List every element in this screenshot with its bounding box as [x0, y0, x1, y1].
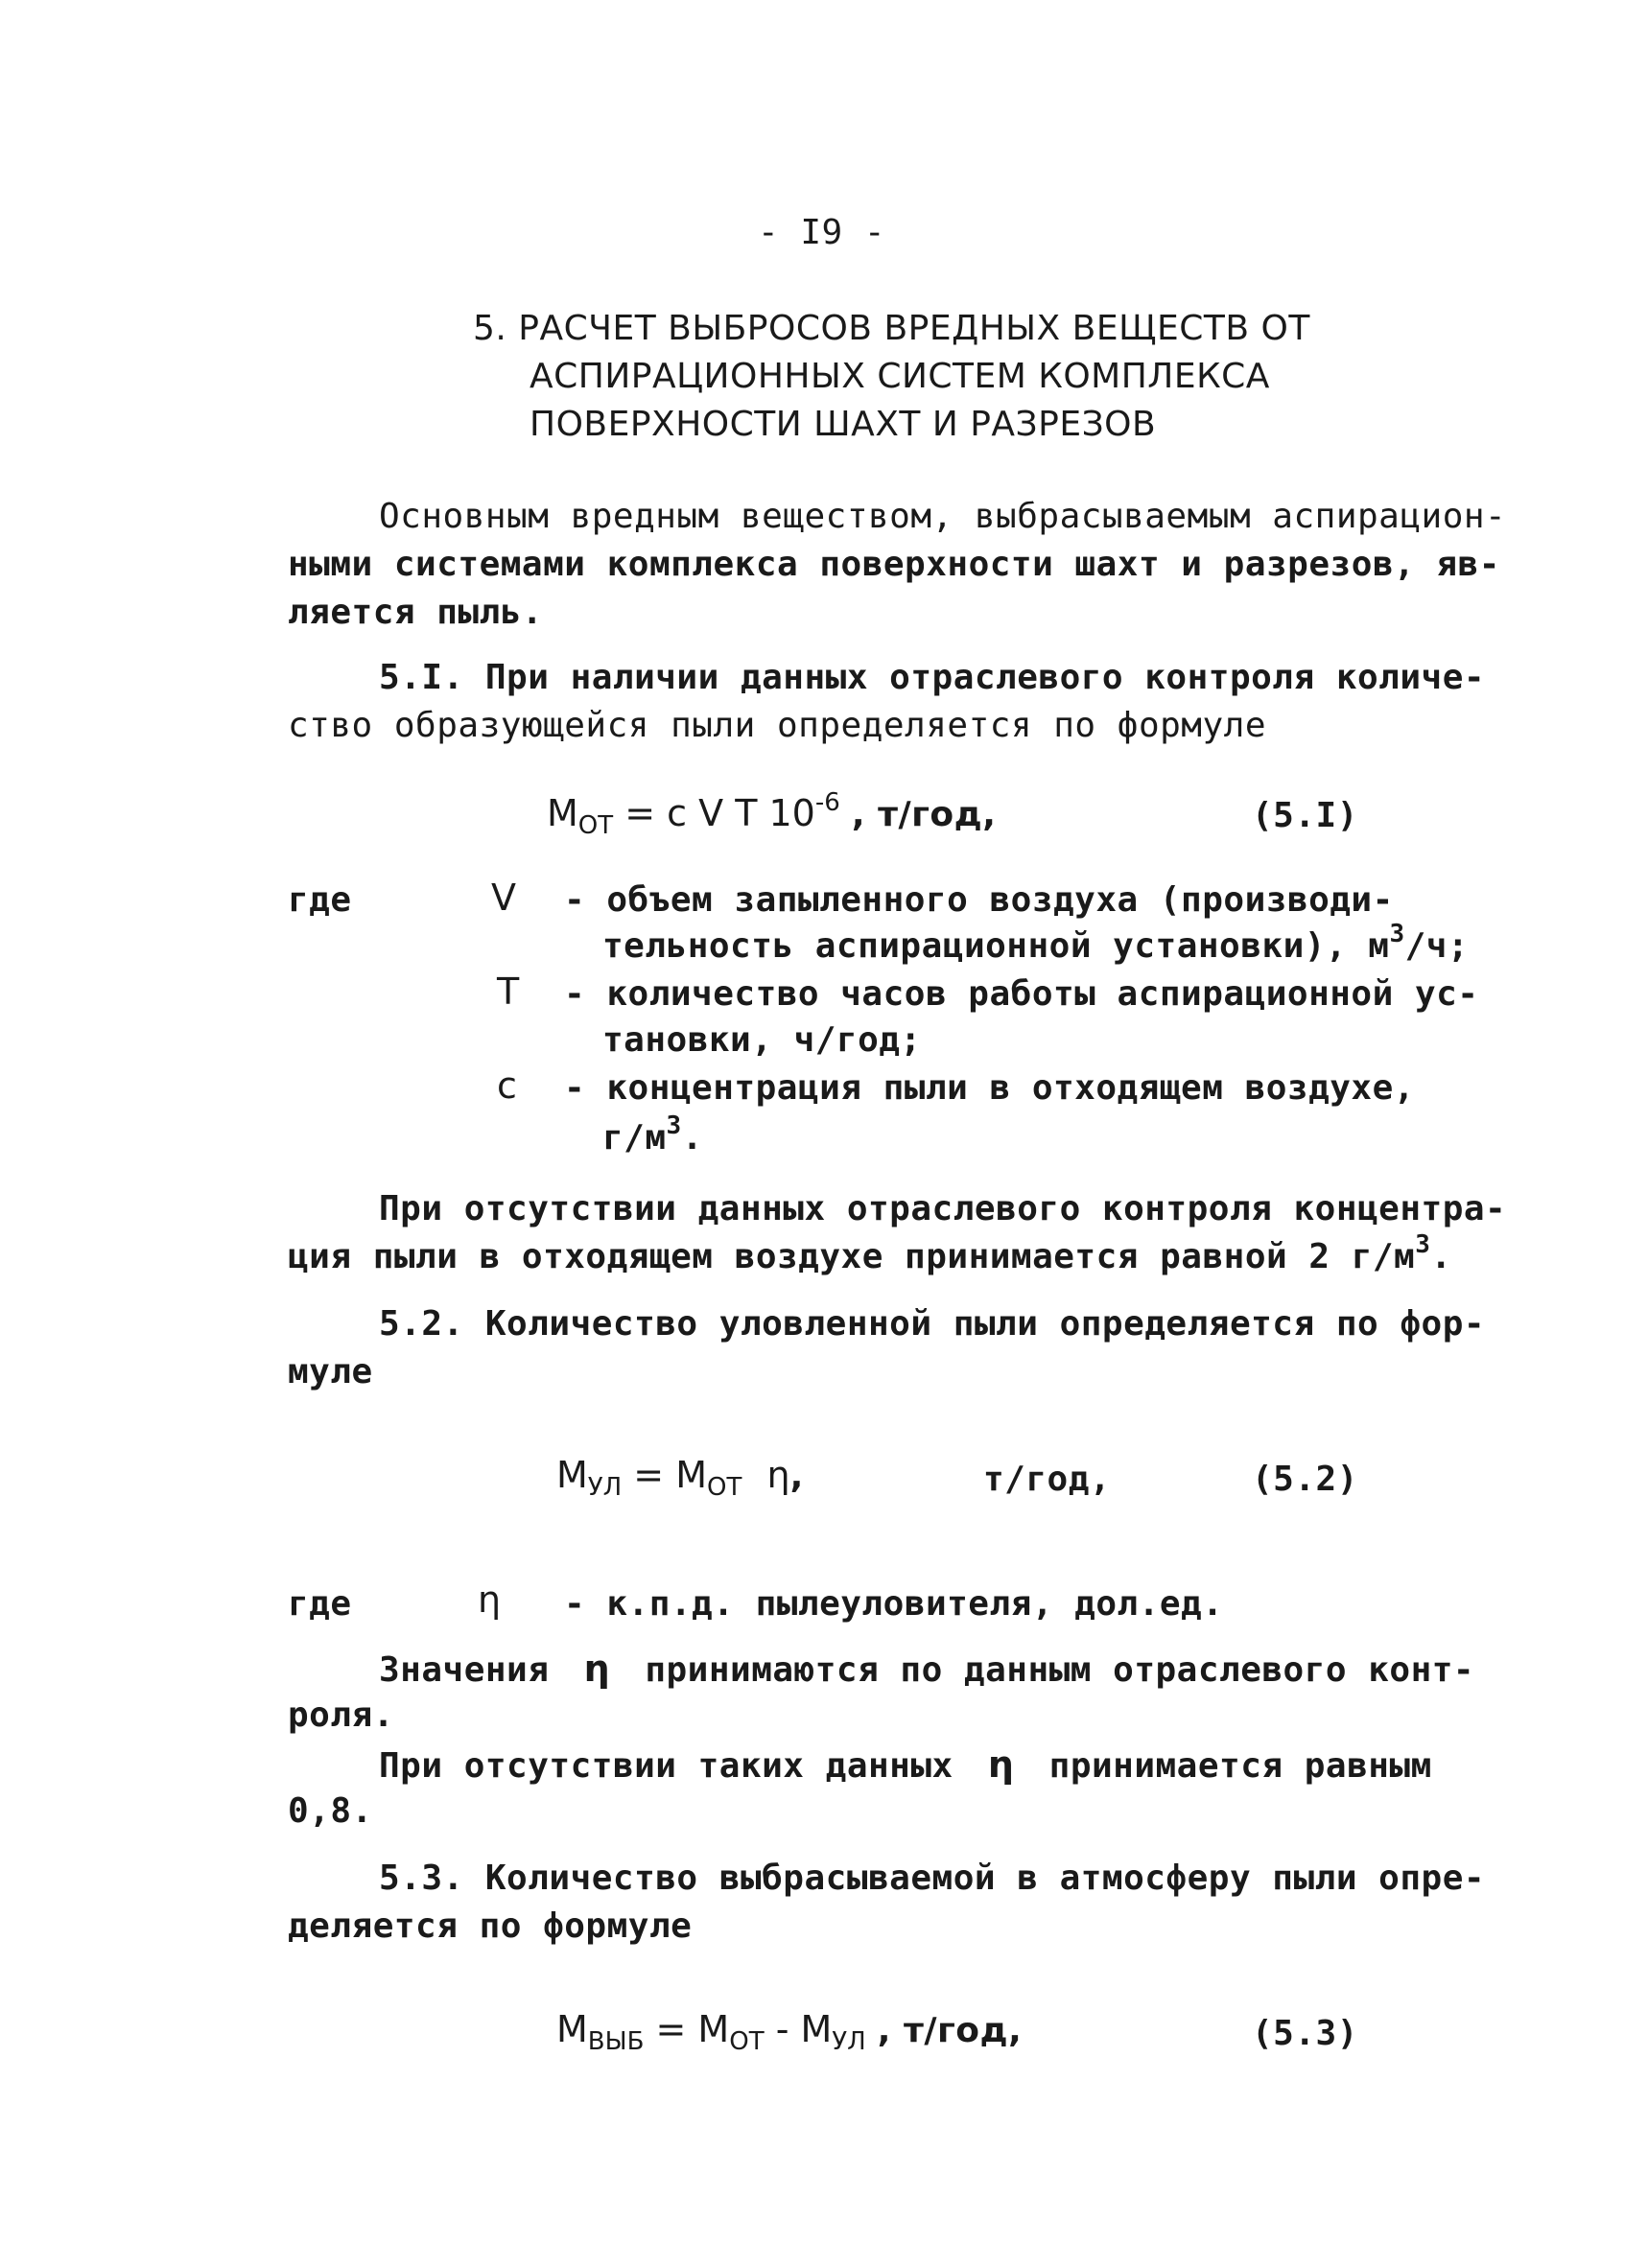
p51-line2: ство образующейся пыли определяется по формуле	[288, 706, 1266, 745]
p52-line2: муле	[288, 1352, 373, 1391]
formula1-exp: -6	[814, 788, 840, 817]
formula2-unit: т/год,	[983, 1460, 1112, 1499]
p53-line2: деляется по формуле	[288, 1906, 693, 1946]
formula-5-2: $M_{УЛ} = M_{ОТ}$ η,	[556, 1454, 804, 1502]
p-absent2-line2: 0,8.	[288, 1791, 373, 1831]
p-absent2-line1: При отсутствии таких данных η принимается равным	[379, 1743, 1432, 1786]
p-absent-line1: При отсутствии данных отраслевого контроля концентра-	[379, 1189, 1507, 1228]
formula1-number: (5.I)	[1252, 796, 1358, 835]
formula1-lhs-sub: ОТ	[577, 811, 614, 840]
section-heading-line3: ПОВЕРХНОСТИ ШАХТ И РАЗРЕЗОВ	[530, 405, 1157, 444]
formula1-lhs: M	[547, 792, 578, 834]
section-heading-line2: АСПИРАЦИОННЫХ СИСТЕМ КОМПЛЕКСА	[530, 357, 1270, 396]
where-label-2: где	[288, 1584, 352, 1624]
def-symbol-eta: η	[478, 1578, 502, 1621]
formula-5-3: $M_{ВЫБ} = M_{ОТ} - M_{УЛ}$ , т/год,	[556, 2008, 1023, 2056]
def-symbol-V: V	[491, 877, 516, 919]
intro-line1: Основным вредным веществом, выбрасываемым аспирацион-	[379, 497, 1507, 536]
eta-symbol-inline-2: η	[987, 1743, 1015, 1786]
eta-symbol-inline: η	[583, 1648, 611, 1690]
def-T-line1: - количество часов работы аспирационной ус-	[564, 974, 1479, 1014]
def-V-line1: - объем запыленного воздуха (производи-	[564, 880, 1394, 920]
def-eta-text: - к.п.д. пылеуловителя, дол.ед.	[564, 1584, 1224, 1624]
p-absent-line2: ция пыли в отходящем воздухе принимается равной 2 $г/м^3$.	[288, 1230, 1452, 1276]
intro-line3: ляется пыль.	[288, 593, 544, 632]
p-values-line1: Значения η принимаются по данным отраслевого конт-	[379, 1648, 1475, 1690]
section-heading-line1: 5. РАСЧЕТ ВЫБРОСОВ ВРЕДНЫХ ВЕЩЕСТВ ОТ	[473, 309, 1310, 348]
def-symbol-T: T	[497, 970, 520, 1013]
def-V-line2: тельность аспирационной установки), $м^3/ч$;	[602, 920, 1470, 966]
formula1-rhs: = с V T 10	[624, 792, 815, 834]
formula-5-1	[547, 788, 997, 840]
formula2-number: (5.2)	[1252, 1460, 1358, 1499]
formula2-eta: η	[766, 1454, 790, 1496]
p52-line1: 5.2. Количество уловленной пыли определяется по фор-	[379, 1304, 1486, 1344]
p51-line1: 5.I. При наличии данных отраслевого контроля количе-	[379, 658, 1486, 697]
where-label-1: где	[288, 880, 352, 920]
p-values-line2: роля.	[288, 1695, 394, 1735]
def-c-line1: - концентрация пыли в отходящем воздухе,	[564, 1068, 1415, 1108]
def-c-line2: $г/м^3$.	[602, 1111, 703, 1157]
intro-line2: ными системами комплекса поверхности шахт и разрезов, яв-	[288, 545, 1500, 584]
def-T-line2: тановки, ч/год;	[602, 1020, 922, 1060]
page-number: - I9 -	[758, 213, 886, 252]
p53-line1: 5.3. Количество выбрасываемой в атмосферу пыли опре-	[379, 1859, 1486, 1898]
formula3-number: (5.3)	[1252, 2014, 1358, 2053]
def-symbol-c: с	[497, 1064, 517, 1107]
formula1-unit: , т/год,	[851, 795, 997, 834]
